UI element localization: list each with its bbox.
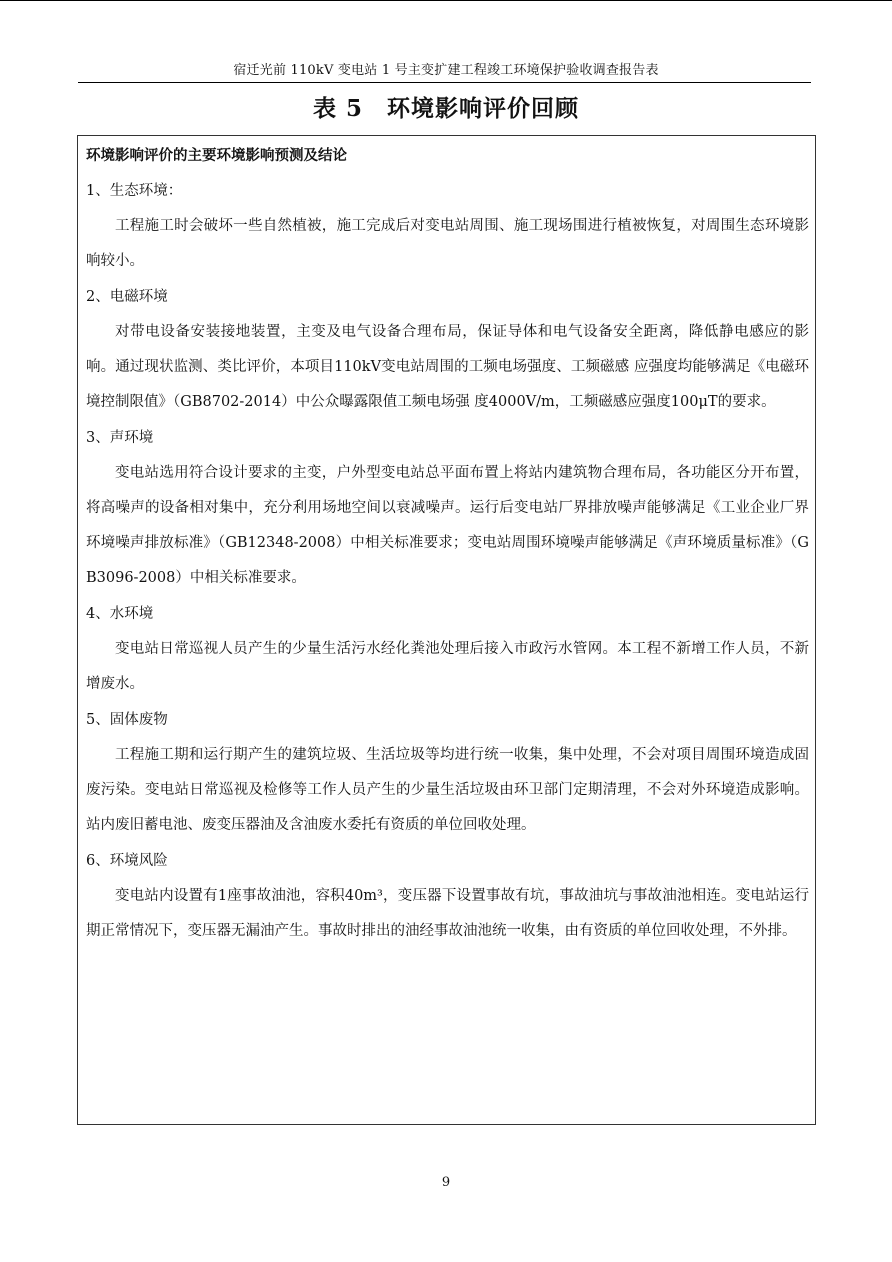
section-risk-text: 变电站内设置有1座事故油池，容积40m³，变压器下设置事故有坑，事故油坑与事故油池相连。变电站运行期正常情况下，变压器无漏油产生。事故时排出的油经事故油池统一收集，由有资质的单位回收处理，不外排。 [86, 888, 809, 939]
content-table-cell [77, 135, 816, 1125]
page-number: 9 [441, 1175, 451, 1190]
section-solid-waste-heading: 5、固体废物 [86, 712, 168, 728]
content-body [86, 145, 809, 956]
section-ecology [86, 180, 809, 279]
section-acoustic-heading: 3、声环境 [86, 430, 154, 446]
top-border-line [0, 0, 892, 1]
section-solid-waste [86, 709, 809, 843]
section-risk-heading: 6、环境风险 [86, 853, 168, 869]
section-ecology-text: 工程施工时会破坏一些自然植被，施工完成后对变电站周围、施工现场围进行植被恢复，对周围生态环境影响较小。 [86, 218, 809, 269]
section-heading: 环境影响评价的主要环境影响预测及结论 [86, 147, 347, 164]
section-electromagnetic-text: 对带电设备安装接地装置，主变及电气设备合理布局，保证导体和电气设备安全距离，降低静电感应的影响。通过现状监测、类比评价，本项目110kV变电站周围的工频电场强度、工频磁感 应强度均能够满足《电磁环境控制限值》（GB8702-2014）中公众曝露限值工频电场强 度4000V/m，工频磁感应强度100μT的要求。 [86, 324, 809, 410]
section-ecology-heading: 1、生态环境： [86, 183, 183, 199]
section-acoustic [86, 427, 809, 596]
section-water-text: 变电站日常巡视人员产生的少量生活污水经化粪池处理后接入市政污水管网。本工程不新增工作人员，不新增废水。 [86, 641, 809, 692]
section-risk [86, 850, 809, 949]
section-acoustic-text: 变电站选用符合设计要求的主变，户外型变电站总平面布置上将站内建筑物合理布局，各功能区分开布置，将高噪声的设备相对集中，充分利用场地空间以衰减噪声。运行后变电站厂界排放噪声能够满足《工业企业厂界环境噪声排放标准》（GB12348-2008）中相关标准要求；变电站周围环境噪声能够满足《声环境质量标准》（GB3096-2008）中相关标准要求。 [86, 465, 809, 586]
section-water [86, 603, 809, 702]
section-electromagnetic-heading: 2、电磁环境 [86, 289, 168, 305]
running-header: 宿迁光前 110kV 变电站 1 号主变扩建工程竣工环境保护验收调查报告表 [233, 63, 659, 78]
header-rule [78, 82, 811, 83]
table-title: 表 5 环境影响评价回顾 [312, 95, 579, 122]
section-water-heading: 4、水环境 [86, 606, 154, 622]
section-solid-waste-text: 工程施工期和运行期产生的建筑垃圾、生活垃圾等均进行统一收集，集中处理，不会对项目周围环境造成固废污染。变电站日常巡视及检修等工作人员产生的少量生活垃圾由环卫部门定期清理，不会对外环境造成影响。站内废旧蓄电池、废变压器油及含油废水委托有资质的单位回收处理。 [86, 747, 809, 833]
section-electromagnetic [86, 286, 809, 420]
